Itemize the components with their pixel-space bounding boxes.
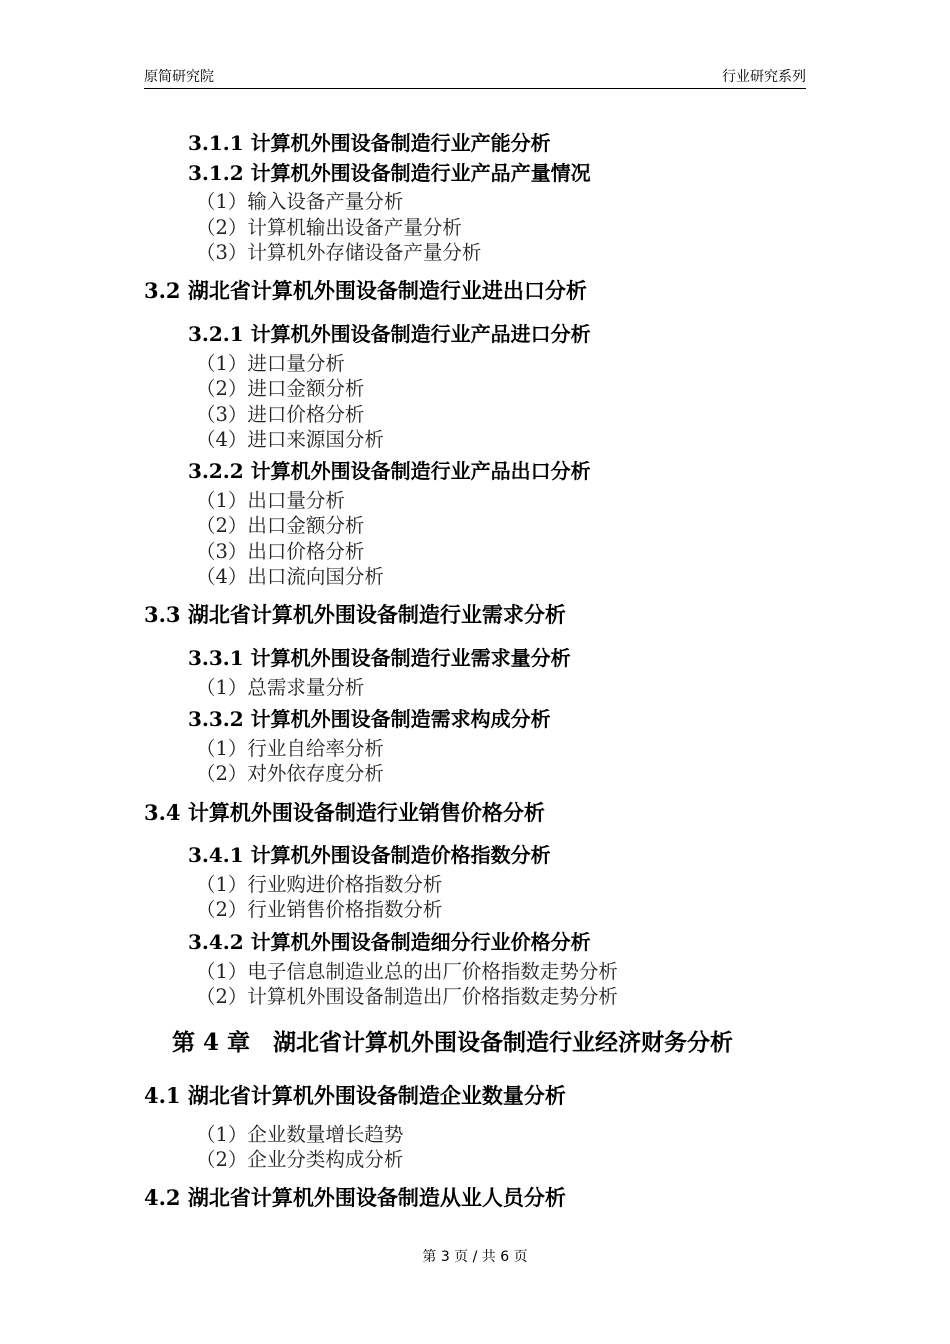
subsection-heading: 3.4.2 计算机外围设备制造细分行业价格分析 (188, 930, 591, 954)
toc-item: （2）进口金额分析 (196, 377, 365, 400)
toc-item: （2）计算机输出设备产量分析 (196, 216, 462, 239)
section-heading: 3.3 湖北省计算机外围设备制造行业需求分析 (144, 602, 566, 627)
header-series-name: 行业研究系列 (722, 69, 806, 85)
toc-item: （2）出口金额分析 (196, 514, 365, 537)
toc-item: （1）进口量分析 (196, 352, 345, 375)
section-heading: 3.4 计算机外围设备制造行业销售价格分析 (144, 800, 545, 825)
header-org-name: 原简研究院 (144, 69, 214, 85)
subsection-heading: 3.3.1 计算机外围设备制造行业需求量分析 (188, 646, 571, 670)
section-heading: 3.2 湖北省计算机外围设备制造行业进出口分析 (144, 278, 587, 303)
toc-item: （1）出口量分析 (196, 489, 345, 512)
subsection-heading: 3.2.1 计算机外围设备制造行业产品进口分析 (188, 322, 591, 346)
toc-item: （1）企业数量增长趋势 (196, 1123, 404, 1146)
toc-item: （2）企业分类构成分析 (196, 1148, 404, 1171)
subsection-heading: 3.4.1 计算机外围设备制造价格指数分析 (188, 843, 551, 867)
toc-item: （2）计算机外围设备制造出厂价格指数走势分析 (196, 985, 618, 1008)
subsection-heading: 3.2.2 计算机外围设备制造行业产品出口分析 (188, 459, 591, 483)
toc-item: （1）行业购进价格指数分析 (196, 873, 443, 896)
toc-item: （2）行业销售价格指数分析 (196, 898, 443, 921)
toc-item: （1）电子信息制造业总的出厂价格指数走势分析 (196, 960, 618, 983)
toc-item: （1）总需求量分析 (196, 676, 365, 699)
page-footer: 第 3 页 / 共 6 页 (422, 1249, 528, 1265)
section-heading: 4.1 湖北省计算机外围设备制造企业数量分析 (144, 1083, 566, 1108)
chapter-heading: 第 4 章 湖北省计算机外围设备制造行业经济财务分析 (172, 1029, 734, 1056)
subsection-heading: 3.1.1 计算机外围设备制造行业产能分析 (188, 131, 551, 155)
toc-item: （4）出口流向国分析 (196, 565, 384, 588)
toc-item: （4）进口来源国分析 (196, 428, 384, 451)
subsection-heading: 3.3.2 计算机外围设备制造需求构成分析 (188, 707, 551, 731)
toc-item: （3）出口价格分析 (196, 540, 365, 563)
toc-item: （1）输入设备产量分析 (196, 190, 404, 213)
toc-item: （3）进口价格分析 (196, 403, 365, 426)
subsection-heading: 3.1.2 计算机外围设备制造行业产品产量情况 (188, 161, 591, 185)
toc-item: （1）行业自给率分析 (196, 737, 384, 760)
toc-item: （3）计算机外存储设备产量分析 (196, 241, 482, 264)
section-heading: 4.2 湖北省计算机外围设备制造从业人员分析 (144, 1185, 566, 1210)
toc-item: （2）对外依存度分析 (196, 762, 384, 785)
